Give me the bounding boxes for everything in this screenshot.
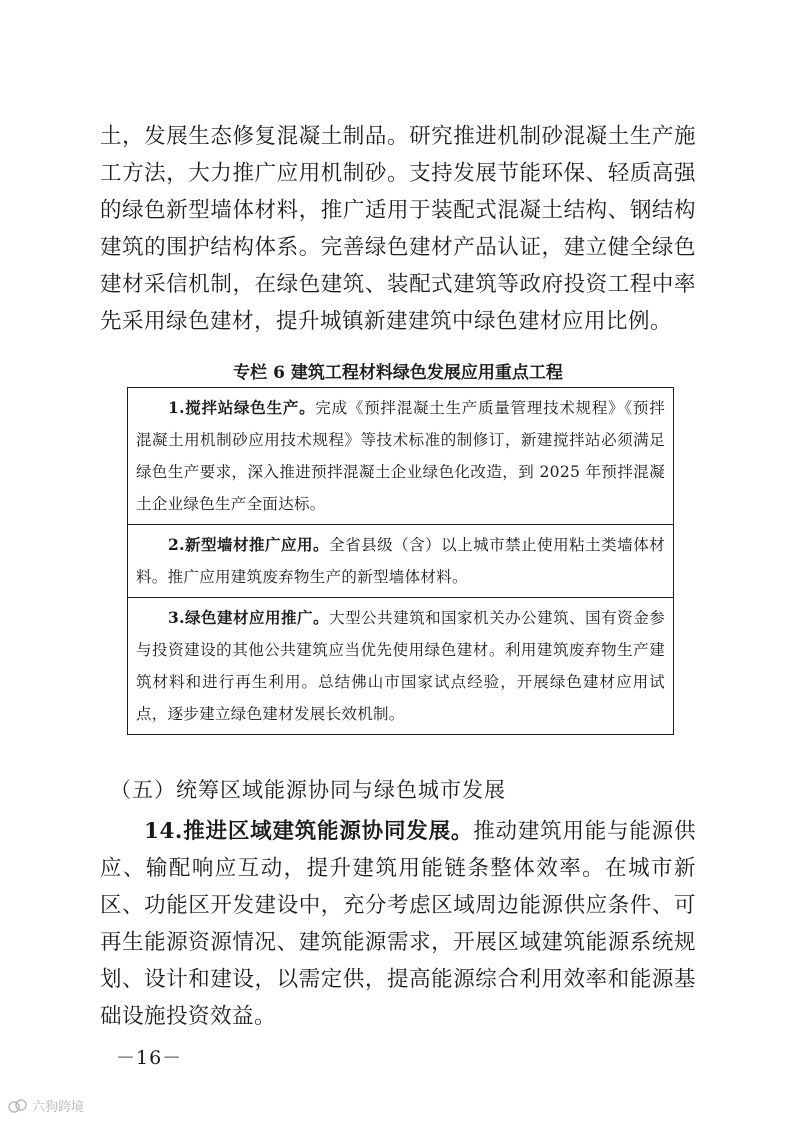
box-row-text: 完成《预拌混凝土生产质量管理技术规程》《预拌混凝土用机制砂应用技术规程》等技术标准的制修订，新建搅拌站必须满足绿色生产要求，深入推进预拌混凝土企业绿色化改造，到 2025 年预拌混凝土企业绿色生产全面达标。 [136,399,665,513]
feature-box-table [127,387,674,735]
box-cell-2 [128,525,674,598]
item-14-lead: 14.推进区域建筑能源协同发展。 [144,819,474,844]
watermark-logo-icon [8,1098,28,1114]
box-row-lead: 3.绿色建材应用推广。 [168,608,330,627]
box-row-text: 大型公共建筑和国家机关办公建筑、国有资金参与投资建设的其他公共建筑应当优先使用绿色建材。利用建筑废弃物生产建筑材料和进行再生利用。总结佛山市国家试点经验，开展绿色建材应用试点，逐步建立绿色建材发展长效机制。 [136,609,665,723]
item-14-paragraph [100,813,696,1035]
intro-paragraph: 土，发展生态修复混凝土制品。研究推进机制砂混凝土生产施工方法，大力推广应用机制砂。支持发展节能环保、轻质高强的绿色新型墙体材料，推广适用于装配式混凝土结构、钢结构建筑的围护结构体系。完善绿色建材产品认证，建立健全绿色建材采信机制，在绿色建筑、装配式建筑等政府投资工程中率先采用绿色建材，提升城镇新建建筑中绿色建材应用比例。 [100,124,696,334]
page-number: －16－ [116,1047,183,1069]
box-row-lead: 1.搅拌站绿色生产。 [168,398,316,417]
box-cell-3 [128,598,674,735]
box-row-text: 全省县级（含）以上城市禁止使用粘土类墙体材料。推广应用建筑废弃物生产的新型墙体材料。 [136,536,665,586]
item-14-text: 推动建筑用能与能源供应、输配响应互动，提升建筑用能链条整体效率。在城市新区、功能区开发建设中，充分考虑区域周边能源供应条件、可再生能源资源情况、建筑能源需求，开展区域建筑能源系统规划、设计和建设，以需定供，提高能源综合利用效率和能源基础设施投资效益。 [100,819,696,1029]
table-row [128,388,674,525]
watermark [8,1096,84,1115]
box-row-lead: 2.新型墙材推广应用。 [168,535,330,554]
table-row [128,525,674,598]
table-row [128,598,674,735]
watermark-text: 六狗跨境 [32,1100,85,1115]
box-title: 专栏 6 建筑工程材料绿色发展应用重点工程 [233,363,563,383]
box-cell-1 [128,388,674,525]
section-heading: （五）统筹区域能源协同与绿色城市发展 [110,778,506,802]
